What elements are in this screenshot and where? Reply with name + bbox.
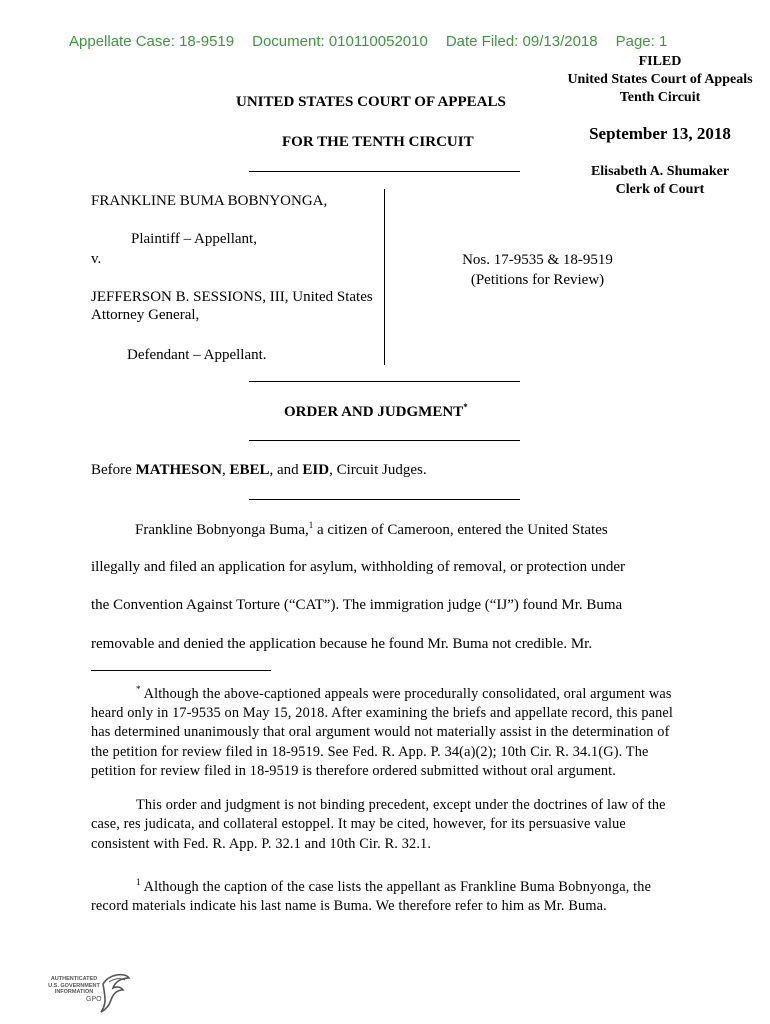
gpo-authentication-logo [44,972,134,1014]
filed-date: September 13, 2018 [589,124,731,143]
case-numbers: Nos. 17-9535 & 18-9519 [462,252,613,268]
divider [249,381,520,382]
footnote-marker: 1 [308,520,314,530]
clerk-block [555,163,765,199]
clerk-name: Elisabeth A. Shumaker [590,164,730,179]
footnote-rule [91,670,271,671]
court-title: UNITED STATES COURT OF APPEALS [236,94,506,110]
footnote-star-p2: This order and judgment is not binding precedent, except under the doctrines of law of the case, res judicata, and collateral estoppel. It may be cited, however, for its persuasive value consistent with Fed. R. App. P. 32.1 and 10th Cir. R. 32.1. [91,797,666,852]
judge-matheson: MATHESON [135,462,222,478]
footnote-marker: * [136,684,141,694]
plaintiff-name: FRANKLINE BUMA BOBNYONGA, [91,193,328,209]
case-type: (Petitions for Review) [470,272,605,288]
judge-eid: EID [302,462,330,478]
eagle-icon [99,972,131,1014]
logo-line: U.S. GOVERNMENT [48,982,100,989]
logo-text [44,976,104,996]
footnote-text: Although the above-captioned appeals were procedurally consolidated, oral argument was heard only in 17-9535 on May 15, 2018. After examining the briefs and appellate record, this panel has determined unanimously that oral argument would not materially assist in the determination of the petition for review filed in 18-9519. See Fed. R. App. P. 34(a)(2); 10th Cir. R. 34.1(G). The petition for review filed in 18-9519 is therefore ordered submitted without oral argument. [91,685,674,779]
panel-line [91,462,427,479]
footnote-1 [91,873,681,916]
header-bar [69,33,685,50]
body-line: removable and denied the application because he found Mr. Buma not credible. Mr. [91,636,593,652]
defendant-name: JEFFERSON B. SESSIONS, III, United States Attorney General, [91,289,373,323]
judge-ebel: EBEL [229,462,270,478]
case-number: Appellate Case: 18-9519 [69,33,235,50]
footnote-marker: 1 [136,877,141,887]
logo-line: INFORMATION [54,989,94,995]
plaintiff-role: Plaintiff – Appellant, [131,231,257,247]
logo-gpo: GPO [86,996,102,1003]
clerk-title: Clerk of Court [615,182,705,197]
footnote-marker: * [463,402,468,412]
footnote-text: Although the caption of the case lists the appellant as Frankline Buma Bobnyonga, the record materials indicate his last name is Buma. We therefore refer to him as Mr. Buma. [91,878,652,915]
separator: , and [269,462,303,478]
divider [249,499,520,500]
circuit-title: FOR THE TENTH CIRCUIT [282,134,474,150]
filed-stamp [550,53,770,107]
filed-court: United States Court of Appeals [567,72,753,87]
separator: , [221,462,230,478]
before-suffix: , Circuit Judges. [329,462,427,478]
body-line [135,520,735,539]
body-text: Frankline Bobnyonga Buma, [135,522,309,538]
case-numbers-block [430,250,645,290]
order-title [284,402,468,421]
logo-line: AUTHENTICATED [50,976,98,982]
body-line: illegally and filed an application for asylum, withholding of removal, or protection under [91,559,626,575]
body-text: a citizen of Cameroon, entered the United States [313,522,608,538]
date-filed: Date Filed: 09/13/2018 [445,33,598,50]
before-prefix: Before [91,462,136,478]
filed-label: FILED [638,54,682,69]
footnote-star-p1 [91,680,681,781]
body-line: the Convention Against Torture (“CAT”). The immigration judge (“IJ”) found Mr. Buma [91,597,623,613]
divider [249,440,520,441]
filed-circuit: Tenth Circuit [619,90,701,105]
divider [249,171,520,172]
versus: v. [91,251,102,267]
page-number: Page: 1 [615,33,668,50]
order-title-text: ORDER AND JUDGMENT [284,404,464,420]
document-number: Document: 010110052010 [252,33,428,50]
caption-divider [384,189,385,365]
defendant-role: Defendant – Appellant. [127,347,267,363]
